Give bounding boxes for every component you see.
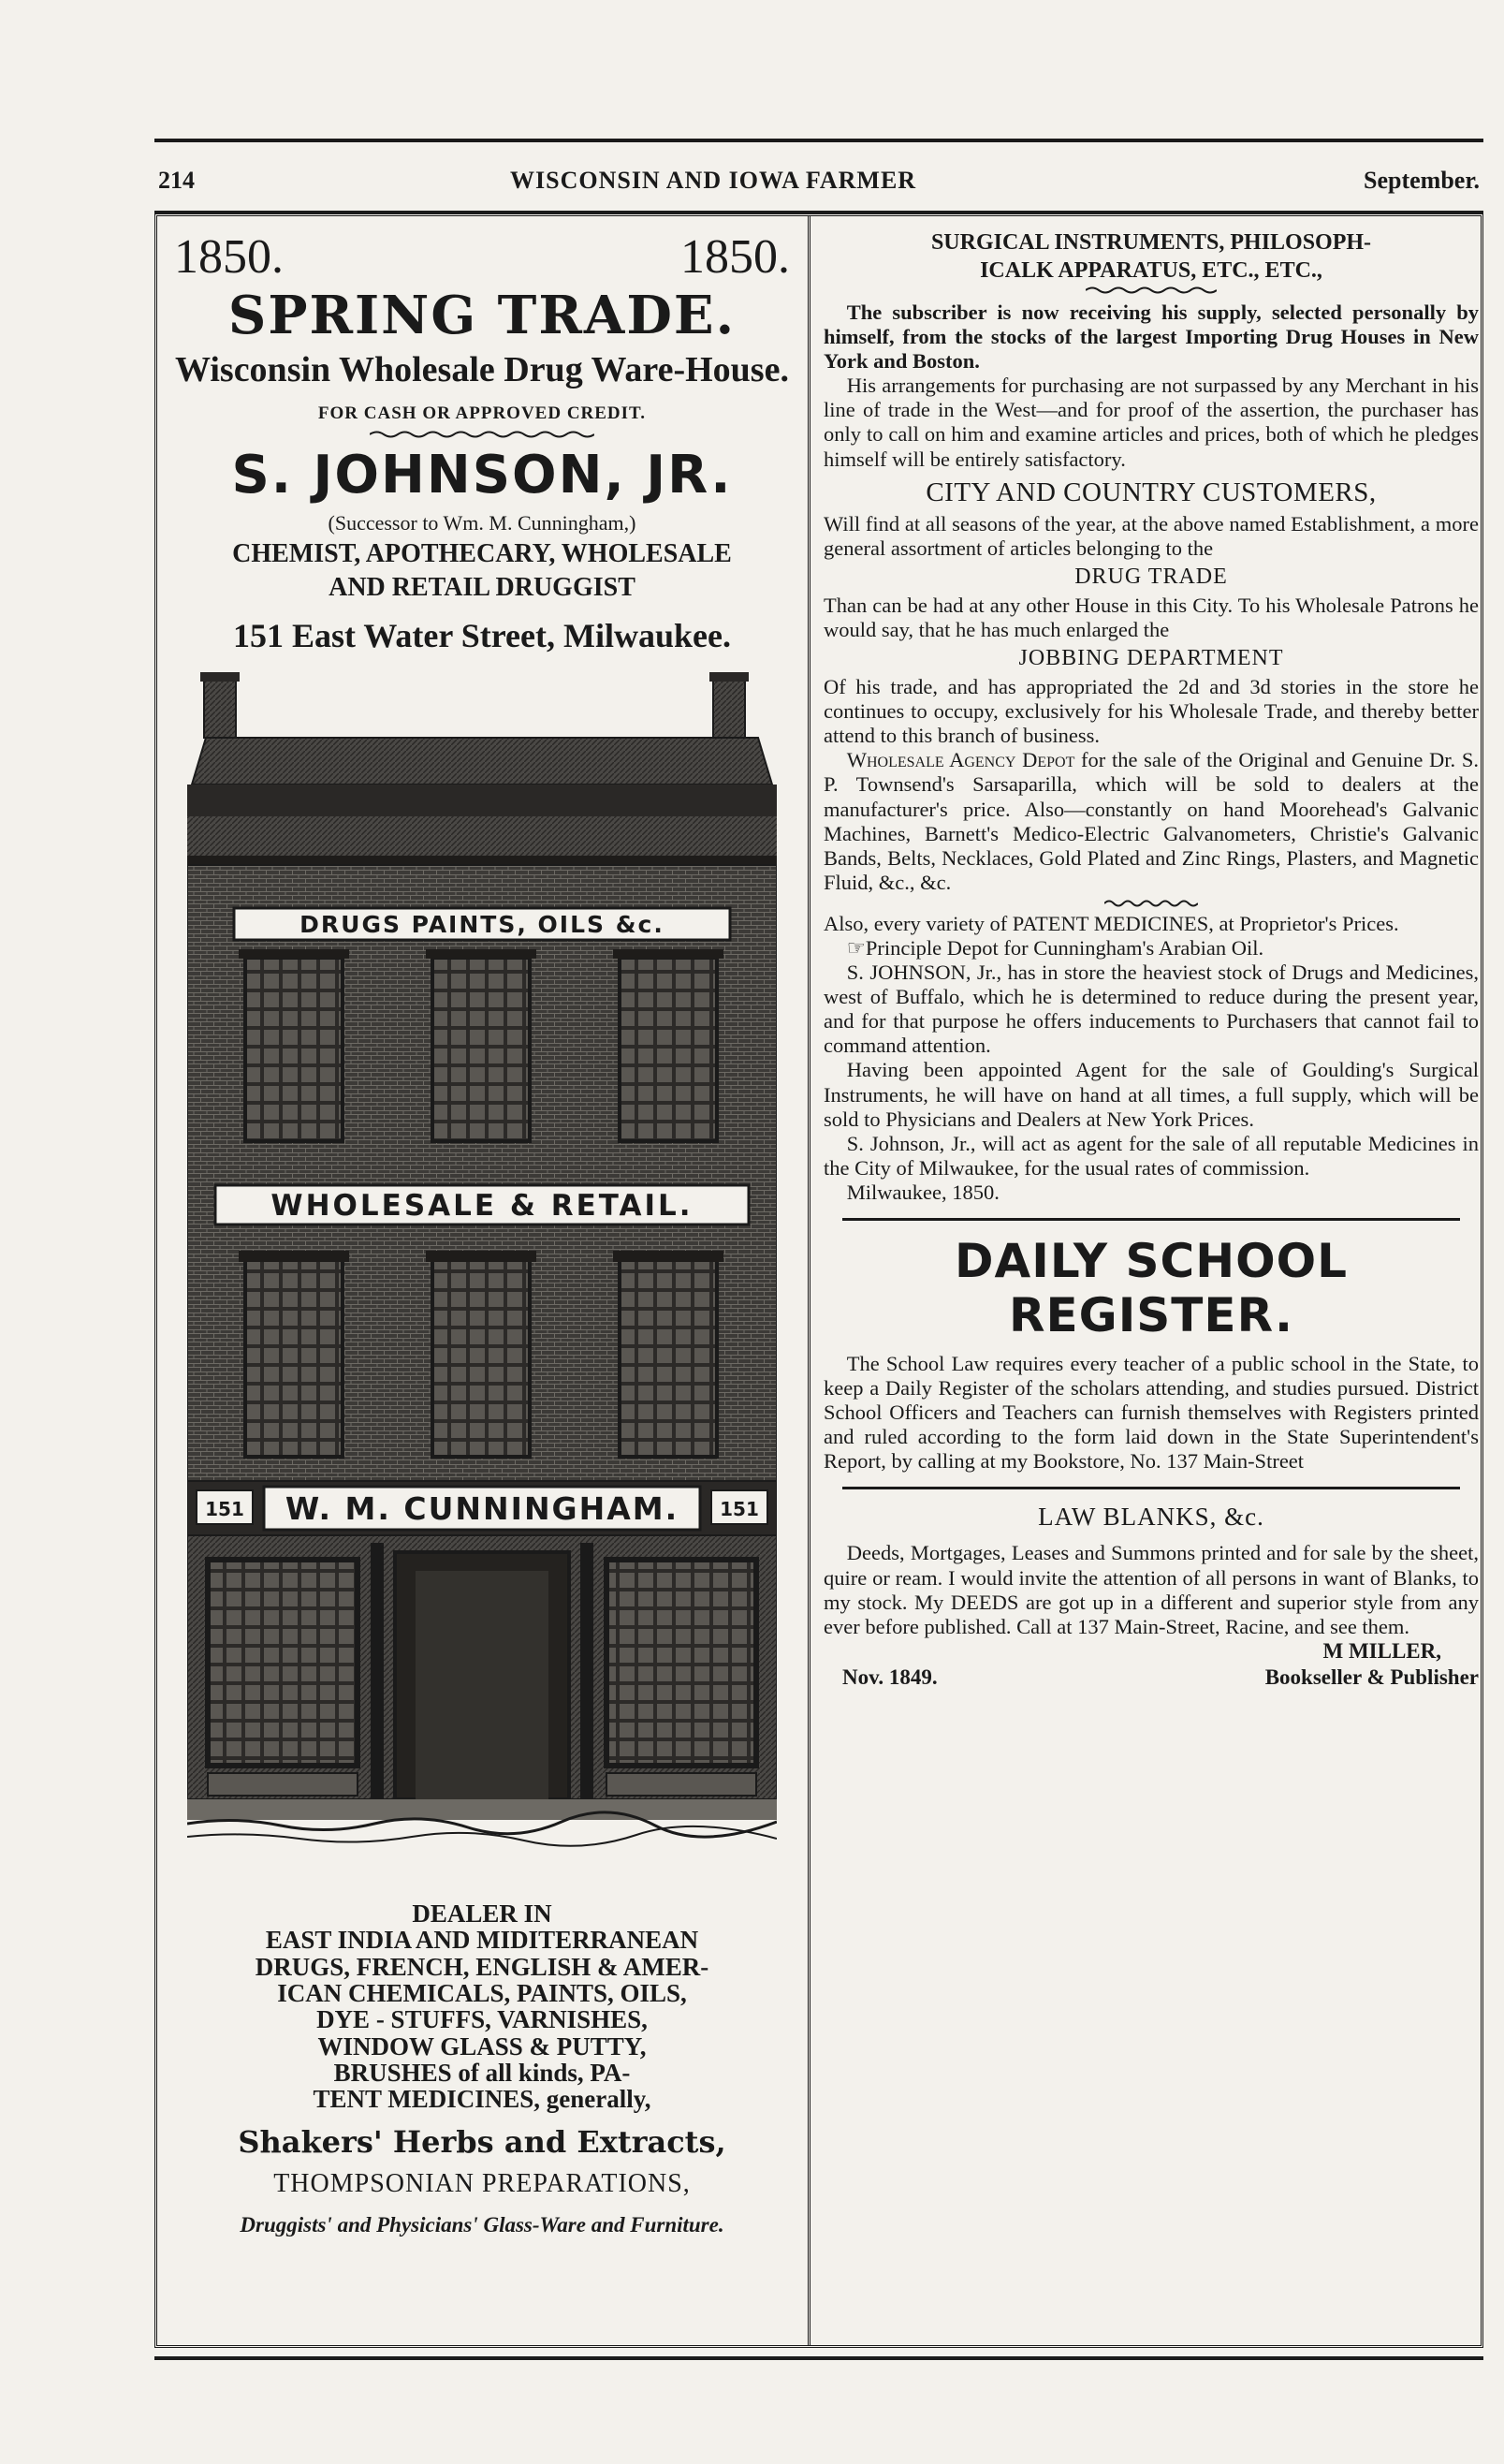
spring-trade-headline: SPRING TRADE.	[227, 285, 737, 346]
johnson-advertisement	[168, 226, 796, 2341]
surgical-heading-2: ICALK APPARATUS, ETC., ETC.,	[980, 258, 1322, 283]
paragraph-supply: The subscriber is now receiving his supply, selected personally by himself, from the stocks of the largest Importing Drug Houses in New York and Boston.	[824, 301, 1479, 374]
shakers-herbs-line: Shakers' Herbs and Extracts,	[238, 2123, 726, 2160]
publication-title: WISCONSIN AND IOWA FARMER	[510, 167, 917, 194]
dealer-line: DEALER IN	[412, 1899, 552, 1928]
paragraph-other-house: Than can be had at any other House in this City. To his Wholesale Patrons he would say, that he has much enlarged the	[824, 593, 1479, 641]
signature-title: Bookseller & Publisher	[1264, 1665, 1479, 1689]
paragraph-seasons: Will find at all seasons of the year, at the above named Establishment, a more general assortment of articles belonging to the	[824, 511, 1479, 560]
paragraph-dateline: Milwaukee, 1850.	[846, 1180, 1000, 1204]
paragraph-deeds: Deeds, Mortgages, Leases and Summons printed and for sale by the sheet, quire or ream. I would invite the attention of all persons in want of Blanks, to my stock. My DEEDS are got up in a different and superior style from any ever before published. Call at 137 Main-Street, Racine, and see them.	[824, 1541, 1479, 1638]
paragraph-goulding: Having been appointed Agent for the sale of Goulding's Surgical Instruments, he will have on hand at all times, a full supply, which will be sold to Physicians and Dealers at New York Prices.	[824, 1058, 1479, 1131]
law-blanks-heading: LAW BLANKS, &c.	[1038, 1503, 1264, 1532]
column-divider	[808, 216, 810, 2345]
dealer-line: TENT MEDICINES, generally,	[313, 2085, 651, 2114]
city-country-heading: CITY AND COUNTRY CUSTOMERS,	[926, 477, 1377, 507]
agency-text: for the sale of the Original and Genuine Dr. S. P. Townsend's Sarsaparilla, which will be sold to dealers at the manufacturer's price. Also—constantly on hand Moorehead's Galvanic Machines, Barnett's Medico-Electric Galvanometers, Christie's Galvanic Bands, Belts, Necklaces, Gold Plated and Zinc Rings, Plasters, and Magnetic Fluid, &c., &c.	[824, 748, 1479, 894]
dealer-line: EAST INDIA AND MIDITERRANEAN	[265, 1926, 699, 1955]
year-left: 1850.	[174, 230, 284, 284]
drug-trade-heading: DRUG TRADE	[1074, 564, 1228, 589]
year-line	[174, 230, 790, 284]
issue-month: September.	[1364, 167, 1480, 194]
paragraph-school-law: The School Law requires every teacher of a public school in the State, to keep a Daily Register of the scholars attending, and studies pursued. District School Officers and Teachers can furnish themselves with Registers printed and ruled according to the form laid down in the State Superintendent's Report, by calling at my Bookstore, No. 137 Main-Street	[824, 1352, 1479, 1474]
sign-drugs-paints: DRUGS PAINTS, OILS &c.	[299, 910, 664, 938]
dealer-line: DYE - STUFFS, VARNISHES,	[316, 2005, 648, 2034]
paragraph-agent: S. Johnson, Jr., will act as agent for the sale of all reputable Medicines in the City of Milwaukee, for the usual rates of commission.	[824, 1131, 1479, 1180]
terms-line: FOR CASH OR APPROVED CREDIT.	[317, 403, 647, 423]
right-column-ads	[824, 226, 1479, 2341]
ornament-rule	[1104, 899, 1198, 908]
paragraph-arabian-oil: ☞Principle Depot for Cunningham's Arabian Oil.	[846, 935, 1264, 960]
occupation-line-1: CHEMIST, APOTHECARY, WHOLESALE	[232, 538, 732, 568]
paragraph-arrangements: His arrangements for purchasing are not surpassed by any Merchant in his line of trade in the West—and for proof of the assertion, the purchaser has only to call on him and examine articles and prices, both of which he pledges himself will be entirely satisfactory.	[824, 374, 1479, 471]
signature-date: Nov. 1849.	[842, 1665, 938, 1689]
proprietor-name: S. JOHNSON, JR.	[231, 444, 733, 506]
signature-row	[824, 1639, 1479, 1664]
street-number-right: 151	[720, 1497, 759, 1520]
thompsonian-line: THOMPSONIAN PREPARATIONS,	[273, 2168, 691, 2198]
dealer-line: WINDOW GLASS & PUTTY,	[317, 2031, 647, 2061]
advertisement-frame	[154, 213, 1483, 2348]
signature-row-2	[824, 1665, 1479, 1690]
section-rule	[842, 1218, 1460, 1221]
street-number-left: 151	[205, 1497, 244, 1520]
paragraph-stories: Of his trade, and has appropriated the 2d and 3d stories in the store he continues to occupy, exclusively for his Wholesale Trade, and thereby better attend to this branch of business.	[824, 675, 1479, 748]
successor-note: (Successor to Wm. M. Cunningham,)	[328, 510, 636, 535]
dealer-line: DRUGS, FRENCH, ENGLISH & AMER-	[255, 1952, 709, 1981]
paragraph-stock: S. JOHNSON, Jr., has in store the heaviest stock of Drugs and Medicines, west of Buffalo, which he is determined to reduce during the present year, and for that purpose he offers inducements to Purchasers that cannot fail to command attention.	[824, 961, 1479, 1058]
dealer-line: BRUSHES of all kinds, PA-	[333, 2059, 631, 2088]
signature-name: M MILLER,	[1322, 1638, 1441, 1663]
surgical-heading-1: SURGICAL INSTRUMENTS, PHILOSOPH-	[930, 230, 1372, 255]
store-address: 151 East Water Street, Milwaukee.	[233, 616, 731, 654]
running-header	[154, 142, 1483, 213]
section-rule	[842, 1487, 1460, 1489]
dealer-list	[168, 1900, 796, 2113]
year-right: 1850.	[680, 230, 790, 284]
paragraph-agency	[824, 748, 1479, 895]
sign-cunningham: W. M. CUNNINGHAM.	[285, 1489, 679, 1527]
agency-lead: Wholesale Agency Depot	[846, 748, 1075, 772]
glassware-line: Druggists' and Physicians' Glass-Ware and Furniture.	[240, 2212, 724, 2237]
daily-register-heading: DAILY SCHOOL REGISTER.	[955, 1234, 1348, 1342]
dealer-line: ICAN CHEMICALS, PAINTS, OILS,	[277, 1979, 687, 2007]
sign-wholesale-retail: WHOLESALE & RETAIL.	[270, 1188, 694, 1223]
ornament-rule	[370, 430, 594, 439]
ornament-rule	[1086, 286, 1217, 295]
occupation-line-2: AND RETAIL DRUGGIST	[329, 572, 635, 602]
page-number: 214	[158, 167, 195, 194]
jobbing-heading: JOBBING DEPARTMENT	[1018, 646, 1284, 671]
warehouse-subhead: Wisconsin Wholesale Drug Ware-House.	[175, 349, 789, 389]
paragraph-patent: Also, every variety of PATENT MEDICINES, at Proprietor's Prices.	[824, 911, 1399, 935]
newspaper-page	[154, 139, 1483, 2360]
storefront-engraving	[187, 672, 777, 1861]
